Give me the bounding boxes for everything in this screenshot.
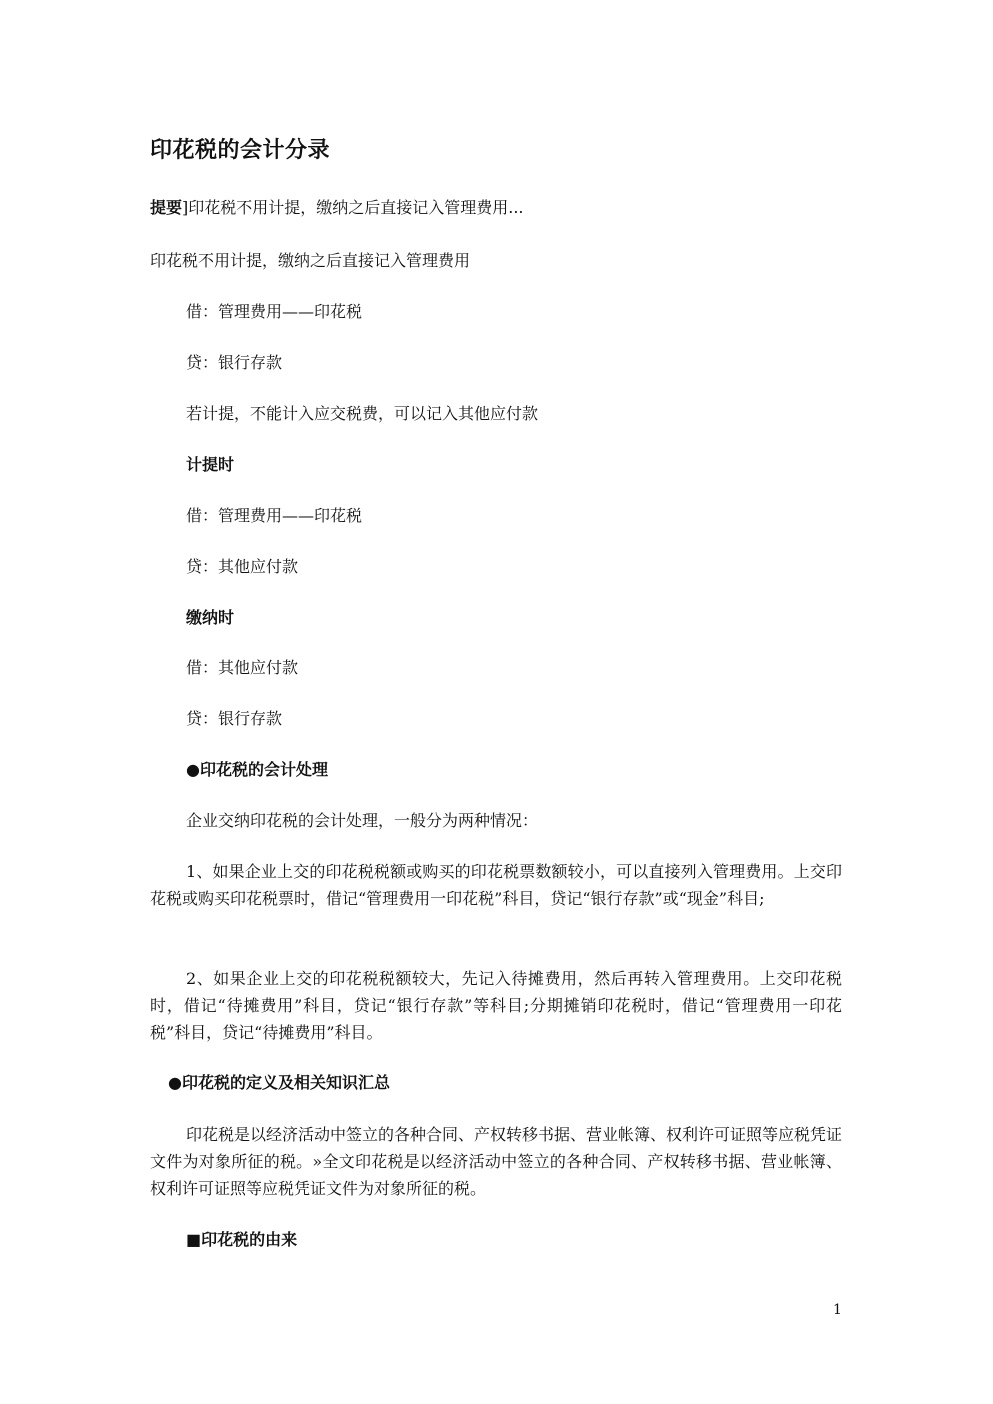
section1-item1: 1、如果企业上交的印花税税额或购买的印花税票数额较小，可以直接列入管理费用。上交印花税或购买印花税票时，借记“管理费用一印花税”科目，贷记“银行存款”或“现金”科目; — [150, 862, 842, 908]
entry1-debit: 借：管理费用——印花税 — [186, 302, 363, 321]
section1-heading: ●印花税的会计处理 — [186, 760, 328, 779]
section2-text: 印花税是以经济活动中签立的各种合同、产权转移书据、营业帐簿、权利许可证照等应税凭证文件为对象所征的税。»全文印花税是以经济活动中签立的各种合同、产权转移书据、营业帐簿、权利许可证照等应税凭证文件为对象所征的税。 — [150, 1125, 843, 1198]
section1-item2: 2、如果企业上交的印花税税额较大，先记入待摊费用，然后再转入管理费用。上交印花税时，借记“待摊费用”科目，贷记“银行存款”等科目;分期摊销印花税时，借记“管理费用一印花税”科目，贷记“待摊费用”科目。 — [150, 969, 842, 1042]
section2-heading: ●印花税的定义及相关知识汇总 — [168, 1073, 390, 1092]
entry1-credit: 贷：银行存款 — [186, 353, 283, 372]
accrual-note: 若计提，不能计入应交税费，可以记入其他应付款 — [186, 404, 539, 423]
summary-label: 提要 — [150, 198, 183, 217]
entry3-debit: 借：其他应付款 — [186, 658, 299, 677]
payment-heading: 缴纳时 — [186, 608, 235, 627]
summary-line — [150, 198, 524, 218]
document-title: 印花税的会计分录 — [150, 137, 331, 163]
intro-line: 印花税不用计提，缴纳之后直接记入管理费用 — [150, 251, 471, 270]
section1-intro: 企业交纳印花税的会计处理，一般分为两种情况： — [186, 811, 539, 830]
entry2-debit: 借：管理费用——印花税 — [186, 506, 363, 525]
entry2-credit: 贷：其他应付款 — [186, 557, 299, 576]
summary-text: ]印花税不用计提，缴纳之后直接记入管理费用... — [182, 198, 524, 217]
section3-heading: ■印花税的由来 — [186, 1230, 298, 1249]
accrual-heading: 计提时 — [186, 455, 235, 474]
page-number: 1 — [833, 1302, 842, 1318]
entry3-credit: 贷：银行存款 — [186, 709, 283, 728]
